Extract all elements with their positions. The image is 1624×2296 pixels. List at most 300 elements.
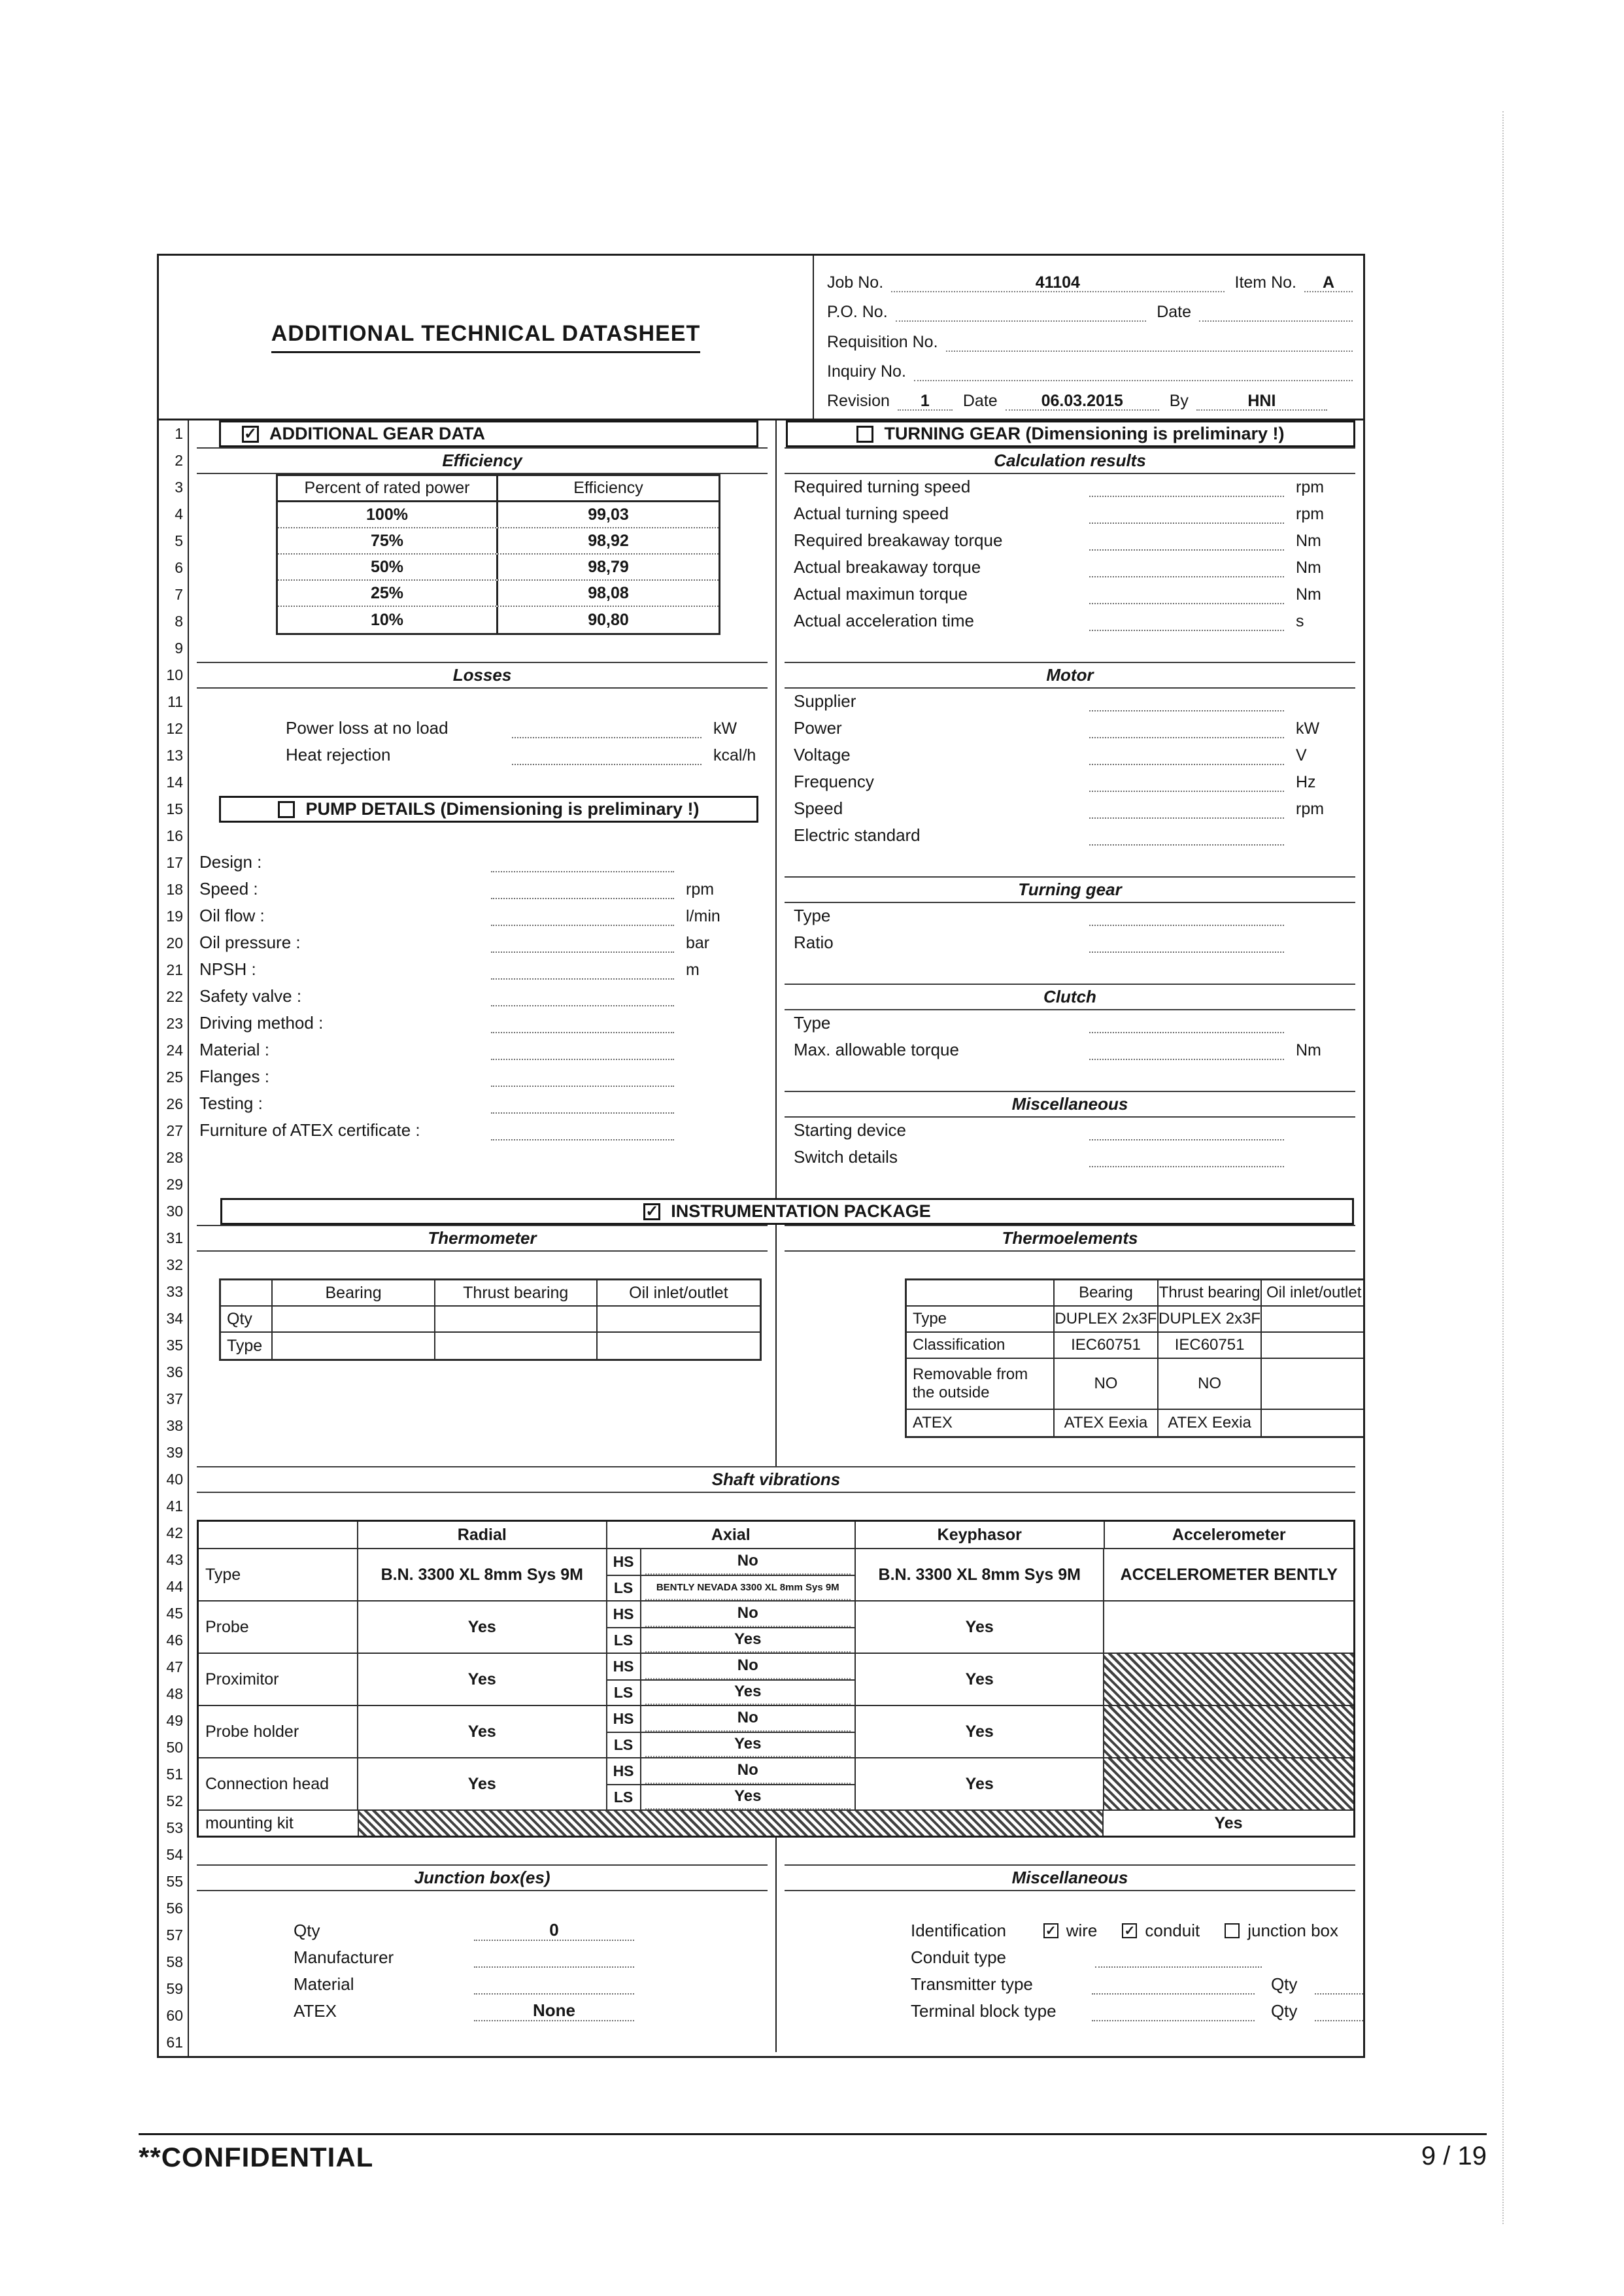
row-number: 52 (166, 1792, 183, 1809)
row-number: 29 (166, 1176, 183, 1193)
terminal-block-type-row (777, 1998, 1363, 2025)
page-number: 9 / 19 (1421, 2142, 1487, 2170)
field-label: Material : (199, 1040, 269, 1059)
row-number: 1 (175, 425, 183, 442)
thermoelements-removable-row (907, 1359, 1363, 1410)
field-label: Speed (794, 798, 843, 818)
date-value (1199, 302, 1353, 322)
row-number: 44 (166, 1578, 183, 1595)
field-unit: bar (686, 934, 710, 952)
proximitor-keyphasor: Yes (856, 1654, 1105, 1705)
misc-column (775, 1838, 1363, 2052)
efficiency-value: 98,79 (588, 557, 629, 576)
field-label: Driving method : (199, 1013, 324, 1033)
inquiry-no-label: Inquiry No. (827, 362, 906, 381)
terminal-qty-blank-line (1315, 2006, 1363, 2021)
row-label: Type (199, 1549, 358, 1600)
field-blank-line (1089, 1152, 1284, 1167)
row-number: 18 (166, 881, 183, 898)
junction-box-checkbox (1225, 1923, 1240, 1938)
row-number: 36 (166, 1363, 183, 1380)
row-number: 59 (166, 1980, 183, 1997)
thermometer-header-row (221, 1280, 760, 1307)
transmitter-qty-blank-line (1315, 1979, 1363, 1995)
field-label: Oil pressure : (199, 933, 301, 952)
row-number: 2 (175, 452, 183, 469)
field-unit: Hz (1296, 773, 1316, 791)
pump-field-row (189, 1064, 775, 1091)
field-label: Required turning speed (794, 477, 971, 496)
row-number: 34 (166, 1310, 183, 1327)
field-value-line: 0 (474, 1920, 634, 1941)
field-blank-line (1089, 615, 1284, 631)
thermometer-column (189, 1225, 775, 1466)
hs-tag: HS (607, 1706, 641, 1732)
field-blank-line (491, 910, 674, 926)
axial-ls-subrow (607, 1784, 854, 1809)
efficiency-table (276, 474, 720, 635)
junction-field-row (189, 1972, 775, 1998)
axial-hs-subrow (607, 1654, 854, 1679)
field-unit: rpm (1296, 478, 1325, 496)
junction-field-row (189, 1998, 775, 2025)
section-header-pump-details (219, 796, 758, 823)
gear-data-title: ADDITIONAL GEAR DATA (269, 424, 485, 443)
cell-thrust: IEC60751 (1159, 1333, 1262, 1358)
hs-tag: HS (607, 1654, 641, 1679)
axial-hs-value: No (645, 1602, 851, 1627)
field-label: Electric standard (794, 825, 921, 845)
row-number: 3 (175, 479, 183, 496)
field-blank-line (491, 991, 674, 1006)
field-blank-line (1089, 910, 1284, 926)
job-no-value: 41104 (891, 273, 1224, 292)
axial-hs-subrow (607, 1706, 854, 1732)
probe-axial (607, 1602, 856, 1653)
row-number: 31 (166, 1229, 183, 1246)
thermoelements-classification-row (907, 1333, 1363, 1359)
pump-field-row (189, 1118, 775, 1144)
shaft-mounting-kit-row (199, 1809, 1353, 1836)
page-footer (139, 2133, 1487, 2173)
axial-ls-value: Yes (645, 1733, 851, 1757)
turning-gear-title: TURNING GEAR (Dimensioning is preliminary !) (884, 424, 1285, 443)
shaft-vibrations-table (197, 1520, 1355, 1838)
field-blank-line (1089, 589, 1284, 604)
efficiency-row (278, 502, 719, 528)
field-value-line (474, 1947, 634, 1968)
revision-value: 1 (898, 391, 953, 411)
calculation-field-row (777, 528, 1363, 555)
shaft-probe-row (199, 1600, 1353, 1653)
field-blank-line (1089, 1018, 1284, 1033)
field-label: Testing : (199, 1093, 263, 1113)
probe-radial: Yes (358, 1602, 607, 1653)
row-label: Probe (199, 1602, 358, 1653)
efficiency-row (278, 555, 719, 581)
field-label: Supplier (794, 691, 856, 711)
cell-bearing: DUPLEX 2x3F (1055, 1307, 1159, 1331)
miscellaneous-band: Miscellaneous (785, 1091, 1355, 1118)
junction-box-label: junction box (1247, 1921, 1338, 1940)
row-number: 50 (166, 1739, 183, 1756)
field-label: Voltage (794, 745, 851, 764)
calculation-field-row (777, 608, 1363, 635)
field-label: Actual turning speed (794, 504, 949, 523)
turning-gear-checkbox (856, 426, 873, 443)
section-header-turning-gear (786, 420, 1355, 447)
row-label: mounting kit (199, 1811, 359, 1836)
field-unit: rpm (686, 880, 715, 899)
axial-ls-subrow (607, 1575, 854, 1600)
mounting-kit-accelerometer: Yes (1214, 1813, 1243, 1832)
turning-gear-field-row (777, 903, 1363, 930)
field-label: Speed : (199, 879, 258, 899)
motor-field-row (777, 769, 1363, 796)
section-gear-and-turning (189, 420, 1363, 1198)
field-label: Design : (199, 852, 262, 872)
efficiency-band: Efficiency (197, 447, 768, 474)
shaft-connection-head-row (199, 1757, 1353, 1809)
axial-ls-subrow (607, 1732, 854, 1757)
shaft-col-keyphasor: Keyphasor (856, 1522, 1105, 1548)
connection-head-axial (607, 1758, 856, 1809)
field-blank-line (1089, 1044, 1284, 1060)
thermometer-band: Thermometer (197, 1225, 768, 1252)
conduit-label: conduit (1145, 1921, 1200, 1940)
row-number: 60 (166, 2007, 183, 2024)
pump-field-row (189, 849, 775, 876)
header-row-revision (827, 383, 1353, 411)
ls-tag: LS (607, 1785, 641, 1809)
efficiency-row (278, 607, 719, 633)
pump-fields (189, 849, 775, 1144)
ls-tag: LS (607, 1628, 641, 1653)
misc-band: Miscellaneous (785, 1864, 1355, 1891)
field-blank-line (512, 749, 702, 765)
row-number: 47 (166, 1658, 183, 1675)
row-number: 16 (166, 827, 183, 844)
thermometer-corner-cell (221, 1280, 273, 1305)
section-thermometer-thermoelements (189, 1225, 1363, 1466)
pump-field-row (189, 1091, 775, 1118)
thermoelements-col-oil: Oil inlet/outlet (1266, 1284, 1362, 1301)
thermometer-col-oil: Oil inlet/outlet (629, 1283, 728, 1302)
header-row-po (827, 294, 1353, 322)
field-unit: Nm (1296, 585, 1321, 604)
field-label: Power loss at no load (286, 718, 448, 738)
cell-oil (1262, 1333, 1363, 1358)
row-number: 12 (166, 720, 183, 737)
clutch-field-row (777, 1010, 1363, 1037)
po-no-value (896, 302, 1147, 322)
row-label: Classification (907, 1333, 1055, 1358)
row-number: 21 (166, 961, 183, 978)
calculation-field-row (777, 501, 1363, 528)
pump-field-row (189, 957, 775, 984)
terminal-qty-label: Qty (1270, 2001, 1298, 2021)
field-unit: Nm (1296, 558, 1321, 577)
efficiency-value: 98,92 (588, 531, 629, 550)
shaft-col-axial: Axial (607, 1522, 856, 1548)
row-number: 27 (166, 1122, 183, 1139)
thermometer-qty-bearing (273, 1307, 435, 1331)
probe-keyphasor: Yes (856, 1602, 1105, 1653)
row-number: 17 (166, 854, 183, 871)
efficiency-value: 99,03 (588, 505, 629, 524)
miscellaneous-field-row (777, 1144, 1363, 1171)
losses-field-row (189, 742, 775, 769)
left-column (189, 420, 775, 1198)
row-number: 5 (175, 532, 183, 549)
mounting-kit-hatched-span (359, 1811, 1104, 1836)
field-label: Heat rejection (286, 745, 391, 764)
field-blank-line (491, 1018, 674, 1033)
field-blank-line (1089, 937, 1284, 953)
header-row-job (827, 265, 1353, 292)
pump-details-checkbox (278, 801, 295, 818)
field-label: Required breakaway torque (794, 530, 1003, 550)
motor-field-row (777, 742, 1363, 769)
field-blank-line (1089, 696, 1284, 711)
thermoelements-type-row (907, 1307, 1363, 1333)
efficiency-col2-header: Efficiency (573, 479, 643, 497)
type-axial (607, 1549, 856, 1600)
field-label: Max. allowable torque (794, 1040, 959, 1059)
terminal-block-type-blank-line (1092, 2006, 1255, 2021)
row-number: 20 (166, 934, 183, 951)
axial-ls-value: Yes (645, 1785, 851, 1809)
field-blank-line (491, 857, 674, 872)
revision-date-label: Date (962, 392, 998, 410)
section-header-additional-gear-data (219, 420, 758, 447)
item-no-value: A (1304, 273, 1353, 292)
row-number: 35 (166, 1337, 183, 1354)
option-wire (1043, 1921, 1098, 1941)
losses-field-row (189, 715, 775, 742)
shaft-probe-holder-row (199, 1705, 1353, 1757)
row-number: 22 (166, 988, 183, 1005)
row-number: 6 (175, 559, 183, 576)
ls-tag: LS (607, 1576, 641, 1600)
title-area (159, 256, 813, 419)
hs-tag: HS (607, 1549, 641, 1575)
probe-holder-axial (607, 1706, 856, 1757)
field-blank-line (512, 723, 702, 738)
field-value-line: None (474, 2000, 634, 2021)
thermometer-table (219, 1278, 762, 1361)
axial-hs-subrow (607, 1758, 854, 1784)
row-number: 15 (166, 800, 183, 817)
section-header-instrumentation-package (220, 1198, 1354, 1225)
revision-date-value: 06.03.2015 (1006, 391, 1159, 411)
pump-field-row (189, 903, 775, 930)
shaft-vibrations-band: Shaft vibrations (197, 1466, 1355, 1493)
row-number: 54 (166, 1846, 183, 1863)
shaft-header-row (199, 1522, 1353, 1548)
identification-row (777, 1918, 1363, 1945)
field-blank-line (1089, 508, 1284, 524)
row-number: 14 (166, 774, 183, 791)
by-value: HNI (1196, 391, 1327, 411)
field-unit: V (1296, 746, 1307, 764)
thermometer-qty-row (221, 1307, 760, 1333)
field-label: Type (794, 1013, 831, 1033)
revision-label: Revision (827, 392, 890, 410)
probe-accelerometer (1104, 1602, 1353, 1653)
field-blank-line (1089, 481, 1284, 497)
thermoelements-corner-cell (907, 1280, 1055, 1305)
field-unit: s (1296, 612, 1304, 630)
field-label: Power (794, 718, 842, 738)
motor-field-row (777, 796, 1363, 823)
option-conduit (1122, 1921, 1200, 1941)
junction-field-row (189, 1945, 775, 1972)
option-junction-box (1225, 1921, 1338, 1941)
confidential-stamp: **CONFIDENTIAL (139, 2142, 374, 2172)
field-label: Actual breakaway torque (794, 557, 981, 577)
efficiency-row (278, 581, 719, 607)
field-label: Qty (294, 1921, 320, 1940)
proximitor-radial: Yes (358, 1654, 607, 1705)
thermometer-type-bearing (273, 1333, 435, 1359)
identification-label: Identification (911, 1921, 1006, 1940)
row-number: 39 (166, 1444, 183, 1461)
row-number: 51 (166, 1766, 183, 1783)
job-no-label: Job No. (827, 273, 884, 292)
efficiency-table-body (278, 502, 719, 633)
wire-checkbox (1043, 1923, 1058, 1938)
field-label: Oil flow : (199, 906, 265, 925)
proximitor-accelerometer-hatched (1104, 1654, 1353, 1705)
row-number: 57 (166, 1927, 183, 1944)
field-unit: Nm (1296, 1041, 1321, 1059)
instrumentation-checkbox (643, 1203, 660, 1220)
row-number: 4 (175, 505, 183, 523)
row-number: 25 (166, 1069, 183, 1086)
row-number: 38 (166, 1417, 183, 1434)
shaft-type-row (199, 1548, 1353, 1600)
field-unit: kcal/h (713, 746, 756, 764)
field-label: ATEX (294, 2001, 337, 2021)
field-unit: kW (713, 719, 737, 738)
calculation-fields (777, 474, 1363, 635)
junction-box-column (189, 1838, 775, 2052)
cell-thrust: ATEX Eexia (1159, 1410, 1262, 1436)
hs-tag: HS (607, 1758, 641, 1784)
field-label: Switch details (794, 1147, 898, 1167)
motor-field-row (777, 715, 1363, 742)
scan-artifact-line (1502, 111, 1504, 2224)
field-label: Ratio (794, 933, 834, 952)
field-blank-line (1089, 830, 1284, 846)
form-body (159, 420, 1363, 2056)
field-label: Flanges : (199, 1067, 269, 1086)
thermoelements-header-row (907, 1280, 1363, 1307)
shaft-corner-cell (199, 1522, 358, 1548)
form-header (159, 256, 1363, 420)
date-label: Date (1157, 303, 1191, 322)
thermometer-qty-label: Qty (221, 1307, 273, 1331)
row-number: 55 (166, 1873, 183, 1890)
axial-ls-value: Yes (645, 1628, 851, 1653)
field-label: Furniture of ATEX certificate : (199, 1120, 420, 1140)
header-row-inquiry (827, 354, 1353, 381)
instrumentation-title: INSTRUMENTATION PACKAGE (671, 1201, 931, 1221)
turning-gear-band: Turning gear (785, 876, 1355, 903)
motor-band: Motor (785, 662, 1355, 689)
row-number: 10 (166, 666, 183, 683)
field-blank-line (1089, 535, 1284, 551)
pump-details-title: PUMP DETAILS (Dimensioning is preliminary !) (305, 799, 700, 819)
turning-gear-field-row (777, 930, 1363, 957)
row-number: 23 (166, 1015, 183, 1032)
row-number: 13 (166, 747, 183, 764)
thermoelements-atex-row (907, 1410, 1363, 1436)
row-label: Removable from the outside (907, 1359, 1055, 1409)
proximitor-axial (607, 1654, 856, 1705)
row-number: 33 (166, 1283, 183, 1300)
row-number: 37 (166, 1390, 183, 1407)
ls-tag: LS (607, 1733, 641, 1757)
datasheet-form (157, 254, 1365, 2058)
row-number: 24 (166, 1042, 183, 1059)
row-number: 43 (166, 1551, 183, 1568)
gear-data-checkbox (242, 426, 259, 443)
pump-field-row (189, 876, 775, 903)
row-number: 45 (166, 1605, 183, 1622)
probe-holder-accelerometer-hatched (1104, 1706, 1353, 1757)
connection-head-keyphasor: Yes (856, 1758, 1105, 1809)
field-label: Safety valve : (199, 986, 302, 1006)
row-number: 49 (166, 1712, 183, 1729)
clutch-field-row (777, 1037, 1363, 1064)
field-blank-line (491, 964, 674, 980)
field-blank-line (491, 1071, 674, 1087)
efficiency-percent: 10% (278, 607, 498, 633)
thermometer-qty-oil (598, 1307, 760, 1331)
document-title: ADDITIONAL TECHNICAL DATASHEET (271, 321, 700, 353)
field-blank-line (491, 1044, 674, 1060)
row-number: 42 (166, 1524, 183, 1541)
right-column (775, 420, 1363, 1198)
thermoelements-column (775, 1225, 1363, 1466)
calculation-results-band: Calculation results (785, 447, 1355, 474)
requisition-no-label: Requisition No. (827, 332, 938, 351)
field-blank-line (491, 1098, 674, 1114)
field-value-line (474, 1974, 634, 1995)
row-label: Connection head (199, 1758, 358, 1809)
field-label: Material (294, 1974, 354, 1994)
efficiency-table-header (278, 476, 719, 502)
thermoelements-band: Thermoelements (785, 1225, 1355, 1252)
efficiency-percent: 50% (278, 555, 498, 579)
field-label: NPSH : (199, 959, 256, 979)
shaft-proximitor-row (199, 1653, 1353, 1705)
field-blank-line (1089, 749, 1284, 765)
clutch-band: Clutch (785, 984, 1355, 1010)
turning-gear-fields (777, 903, 1363, 957)
miscellaneous-fields (777, 1118, 1363, 1171)
row-number: 7 (175, 586, 183, 603)
efficiency-row (278, 528, 719, 555)
field-label: Type (794, 906, 831, 925)
shaft-col-accelerometer: Accelerometer (1172, 1525, 1286, 1544)
efficiency-percent: 100% (278, 502, 498, 527)
junction-box-band: Junction box(es) (197, 1864, 768, 1891)
cell-oil (1262, 1410, 1363, 1436)
thermoelements-col-thrust: Thrust bearing (1159, 1280, 1262, 1305)
